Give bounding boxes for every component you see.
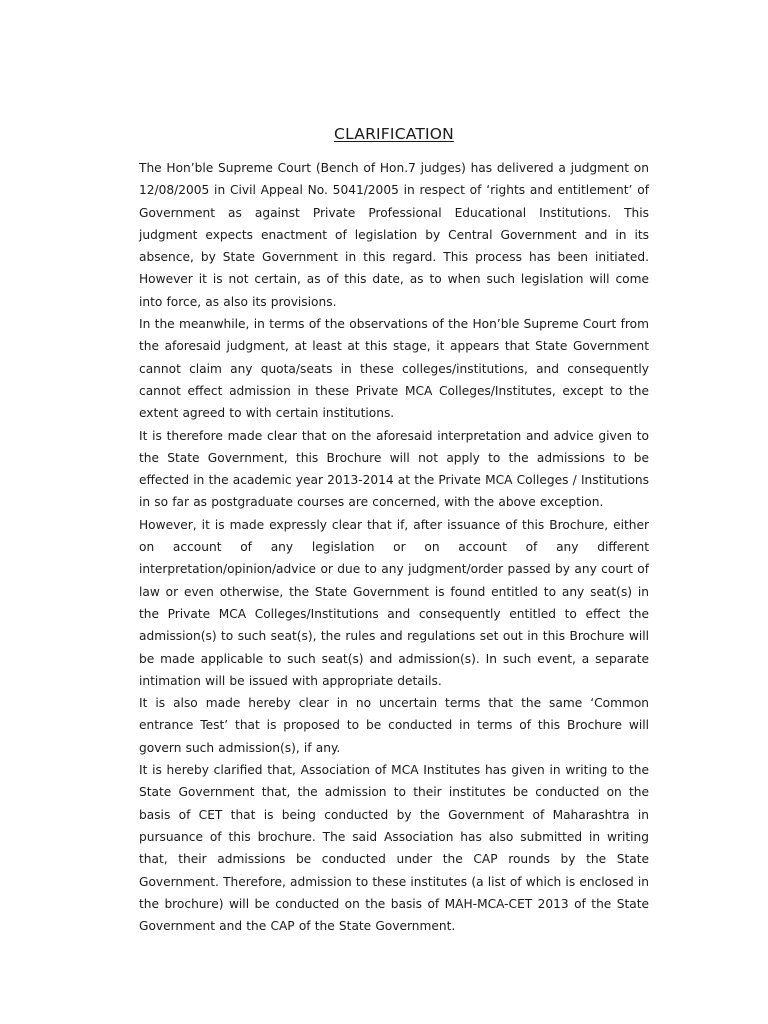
paragraph-meanwhile: In the meanwhile, in terms of the observations of the Hon’ble Supreme Court from the aforesaid judgment, at least at this stage, it appears that State Government cannot claim any quota/seats in these colleges/institutions, and consequently cannot effect admission in these Private MCA Colleges/Institutes, except to the extent agreed to with certain institutions. xyxy=(139,317,649,421)
paragraph-judgment: The Hon’ble Supreme Court (Bench of Hon.7 judges) has delivered a judgment on 12/08/2005 in Civil Appeal No. 5041/2005 in respect of ‘rights and entitlement’ of Government as against Private Professional Educational Institutions. This judgment expects enactment of legislation by Central Government and in its absence, by State Government in this regard. This process has been initiated. However it is not certain, as of this date, as to when such legislation will come into force, as also its provisions. xyxy=(139,161,649,309)
document-page xyxy=(139,121,649,937)
paragraph-association-clarified: It is hereby clarified that, Association of MCA Institutes has given in writing to the State Government that, the admission to their institutes be conducted on the basis of CET that is being conducted by the Government of Maharashtra in pursuance of this brochure. The said Association has also submitted in writing that, their admissions be conducted under the CAP rounds by the State Government. Therefore, admission to these institutes (a list of which is enclosed in the brochure) will be conducted on the basis of MAH-MCA-CET 2013 of the State Government and the CAP of the State Government. xyxy=(139,763,649,934)
document-title: CLARIFICATION xyxy=(334,125,454,143)
paragraph-brochure-not-apply: It is therefore made clear that on the aforesaid interpretation and advice given to the State Government, this Brochure will not apply to the admissions to be effected in the academic year 2013-2014 at the Private MCA Colleges / Institutions in so far as postgraduate courses are concerned, with the above exception. xyxy=(139,428,649,510)
paragraph-however: However, it is made expressly clear that if, after issuance of this Brochure, either on account of any legislation or on account of any different interpretation/opinion/advice or due to any judgment/order passed by any court of law or even otherwise, the State Government is found entitled to any seat(s) in the Private MCA Colleges/Institutions and consequently entitled to effect the admission(s) to such seat(s), the rules and regulations set out in this Brochure will be made applicable to such seat(s) and admission(s). In such event, a separate intimation will be issued with appropriate details. xyxy=(139,517,649,688)
paragraph-common-entrance-test: It is also made hereby clear in no uncertain terms that the same ‘Common entrance Test’ that is proposed to be conducted in terms of this Brochure will govern such admission(s), if any. xyxy=(139,696,649,755)
